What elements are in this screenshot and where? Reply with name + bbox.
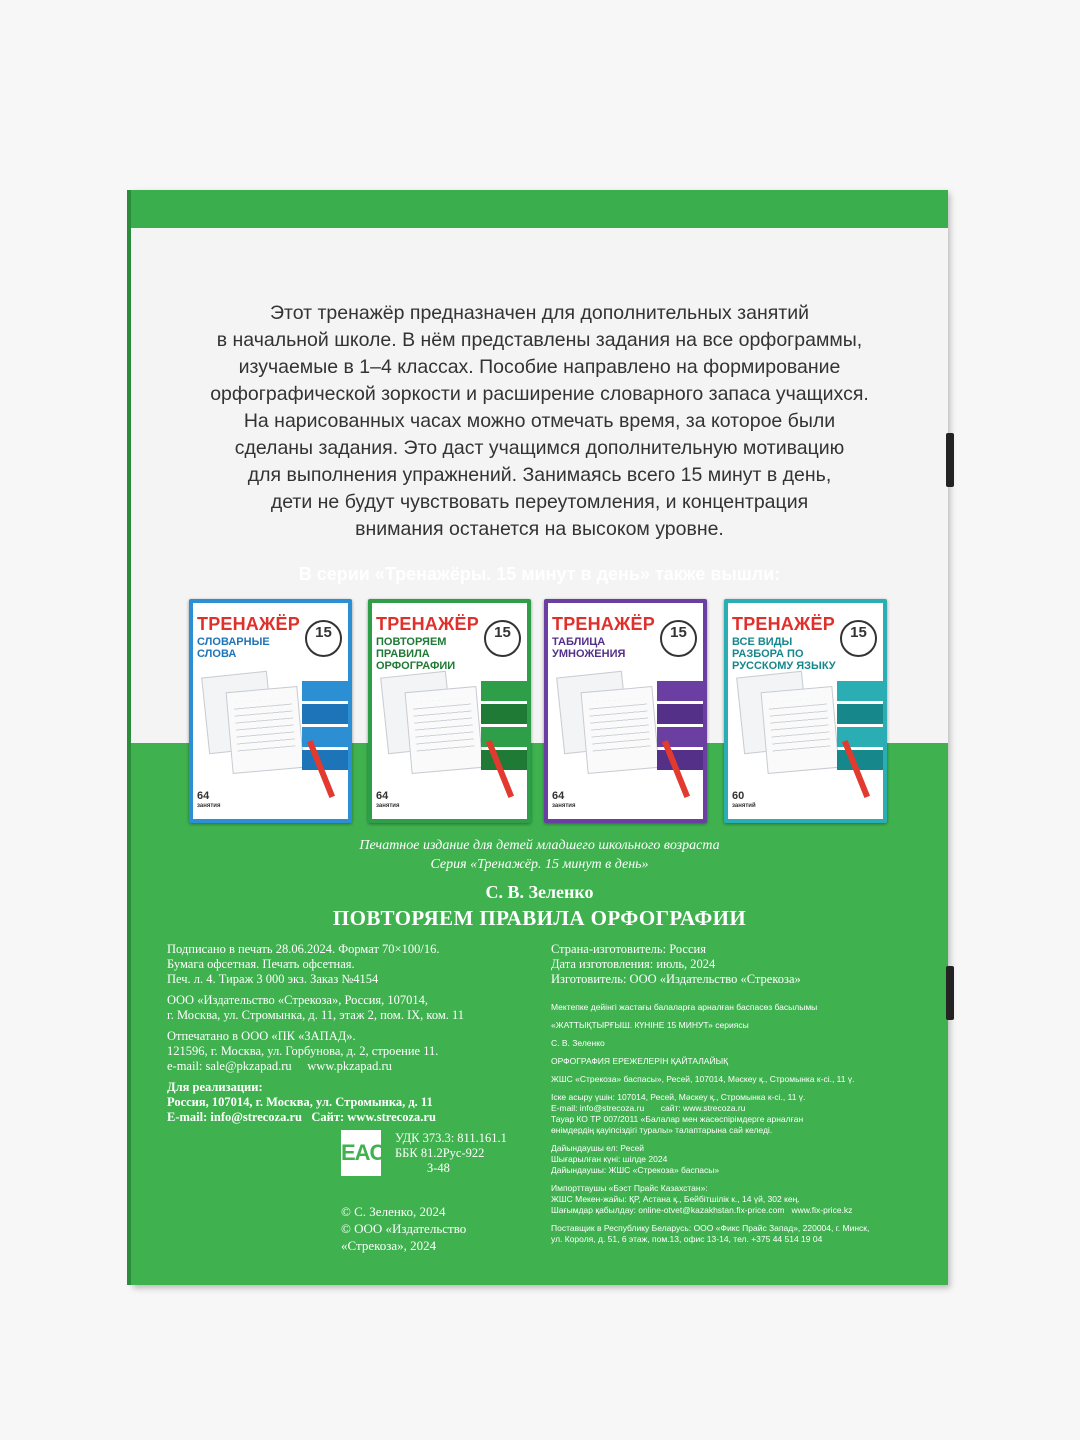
publication-note <box>131 836 948 874</box>
kz-line: E-mail: info@strecoza.ru сайт: www.strecoza.ru <box>551 1103 746 1113</box>
page-tab <box>946 433 954 487</box>
book-back-cover <box>131 190 948 1285</box>
kz-line: ЖШС «Стрекоза» баспасы», Ресей, 107014, Мәскеу қ., Стромынка к-сі., 11 ү. <box>551 1074 855 1084</box>
imprint-line: Подписано в печать 28.06.2024. Формат 70×100/16. <box>167 942 440 956</box>
description-line: орфографической зоркости и расширение словарного запаса учащихся. <box>210 383 869 405</box>
kazakh-imprint <box>551 1002 931 1245</box>
udk-code: УДК 373.3: 811.161.1 <box>395 1131 507 1145</box>
publication-line: Серия «Тренажёр. 15 минут в день» <box>430 857 649 872</box>
author-sign: З-48 <box>427 1161 450 1175</box>
description-line: дети не будут чувствовать переутомления, и концентрация <box>270 491 809 513</box>
cover-thumbnail <box>368 599 531 823</box>
cover-brand: ТРЕНАЖЁР <box>376 614 479 634</box>
lesson-count-label: занятия <box>552 803 576 809</box>
imprint-line: e-mail: sale@pkzapad.ru www.pkzapad.ru <box>167 1059 392 1073</box>
manufacturer: Изготовитель: ООО «Издательство «Стрекоза» <box>551 972 801 986</box>
clock-icon <box>484 620 521 657</box>
lesson-count-number: 60 <box>732 790 745 802</box>
series-title: В серии «Тренажёры. 15 минут в день» также вышли: <box>298 564 781 584</box>
description-line: изучаемые в 1–4 классах. Пособие направлено на формирование <box>238 356 841 378</box>
worksheet-illustration <box>226 686 305 774</box>
imprint-left-column <box>167 942 547 1125</box>
description-line: сделаны задания. Это даст учащимся дополнительную мотивацию <box>234 437 845 459</box>
imprint-line: 121596, г. Москва, ул. Горбунова, д. 2, строение 11. <box>167 1044 439 1058</box>
cover-brand: ТРЕНАЖЁР <box>552 614 655 634</box>
lesson-count-label: занятия <box>197 803 221 809</box>
bbk-code: ББК 81.2Рус-922 <box>395 1146 485 1160</box>
imprint-line: Отпечатано в ООО «ПК «ЗАПАД». <box>167 1029 356 1043</box>
imprint-line: Бумага офсетная. Печать офсетная. <box>167 957 355 971</box>
publication-line: Печатное издание для детей младшего школьного возраста <box>359 838 720 853</box>
kz-line: Шығарылған күні: шілде 2024 <box>551 1154 668 1164</box>
cover-thumbnail <box>724 599 887 823</box>
sale-heading: Для реализации: <box>167 1080 263 1094</box>
kz-line: Мектепке дейінгі жастағы балаларға арналған баспасөз басылымы <box>551 1002 818 1012</box>
description-text <box>151 300 928 543</box>
kz-line: ОРФОГРАФИЯ ЕРЕЖЕЛЕРІН ҚАЙТАЛАЙЫҚ <box>551 1056 729 1066</box>
kz-line: С. В. Зеленко <box>551 1038 605 1048</box>
kz-line: Тауар КО ТР 007/2011 «Балалар мен жасөспірімдерге арналған <box>551 1114 804 1124</box>
lesson-count-label: занятия <box>376 803 400 809</box>
description-line: Этот тренажёр предназначен для дополнительных занятий <box>270 302 809 324</box>
sale-line: E-mail: info@strecoza.ru Сайт: www.strecoza.ru <box>167 1110 436 1124</box>
clock-icon <box>840 620 877 657</box>
top-green-band <box>131 190 948 228</box>
cover-thumbnail <box>544 599 707 823</box>
clock-number: 15 <box>494 624 511 641</box>
sale-line: Россия, 107014, г. Москва, ул. Стромынка, д. 11 <box>167 1095 433 1109</box>
lesson-count-number: 64 <box>376 790 389 802</box>
imprint-right-column <box>551 942 931 987</box>
imprint-line: г. Москва, ул. Стромынка, д. 11, этаж 2, пом. IX, ком. 11 <box>167 1008 465 1022</box>
manufacture-date: Дата изготовления: июль, 2024 <box>551 957 716 971</box>
copyright-block <box>341 1203 466 1254</box>
country-of-origin: Страна-изготовитель: Россия <box>551 942 706 956</box>
kz-line: Іске асыру үшін: 107014, Ресей, Мәскеу қ., Стромынка к-сі., 11 ү. <box>551 1092 806 1102</box>
kz-line: Поставщик в Республику Беларусь: ООО «Фикс Прайс Запад», 220004, г. Минск, <box>551 1223 870 1233</box>
page-tab <box>946 966 954 1020</box>
clock-number: 15 <box>315 624 332 641</box>
lesson-count-number: 64 <box>197 790 210 802</box>
copyright-line: © ООО «Издательство <box>341 1221 467 1236</box>
lesson-count <box>552 791 576 811</box>
clock-number: 15 <box>670 624 687 641</box>
cover-subtitle: ТАБЛИЦА УМНОЖЕНИЯ <box>552 636 626 660</box>
imprint-line: ООО «Издательство «Стрекоза», Россия, 107014, <box>167 993 429 1007</box>
eac-certification-logo: EAC <box>341 1130 381 1176</box>
cover-brand: ТРЕНАЖЁР <box>732 614 835 634</box>
kz-line: ЖШС Мекен-жайы: ҚР, Астана қ., Бейбітшілік к., 14 үй, 302 кең. <box>551 1194 800 1204</box>
lesson-count-number: 64 <box>552 790 565 802</box>
cover-subtitle: ВСЕ ВИДЫ РАЗБОРА ПО РУССКОМУ ЯЗЫКУ <box>732 636 836 672</box>
series-covers <box>189 599 889 825</box>
kz-line: өнімдердің қауіпсіздігі туралы» талаптарына сай келеді. <box>551 1125 773 1135</box>
kz-line: Импорттаушы «Бэст Прайс Казахстан»: <box>551 1183 708 1193</box>
worksheet-illustration <box>581 686 660 774</box>
book-title: ПОВТОРЯЕМ ПРАВИЛА ОРФОГРАФИИ <box>332 906 747 930</box>
kz-line: Дайындаушы: ЖШС «Стрекоза» баспасы» <box>551 1165 720 1175</box>
imprint-line: Печ. л. 4. Тираж 3 000 экз. Заказ №4154 <box>167 972 379 986</box>
clock-icon <box>305 620 342 657</box>
kz-line: Шағымдар қабылдау: online-otvet@kazakhstan.fix-price.com www.fix-price.kz <box>551 1205 853 1215</box>
feature-stripes <box>302 681 348 769</box>
cover-subtitle: ПОВТОРЯЕМ ПРАВИЛА ОРФОГРАФИИ <box>376 636 456 672</box>
lesson-count-label: занятий <box>732 803 756 809</box>
lesson-count <box>732 791 756 811</box>
cover-brand: ТРЕНАЖЁР <box>197 614 300 634</box>
description-line: в начальной школе. В нём представлены задания на все орфограммы, <box>216 329 863 351</box>
cover-thumbnail <box>189 599 352 823</box>
clock-icon <box>660 620 697 657</box>
description-line: для выполнения упражнений. Занимаясь всего 15 минут в день, <box>247 464 832 486</box>
feature-stripes <box>657 681 703 769</box>
kz-line: «ЖАТТЫҚТЫРҒЫШ. КҮНІНЕ 15 МИНУТ» сериясы <box>551 1020 749 1030</box>
worksheet-illustration <box>405 686 484 774</box>
description-line: На нарисованных часах можно отмечать время, за которое были <box>243 410 836 432</box>
feature-stripes <box>837 681 883 769</box>
cover-subtitle: СЛОВАРНЫЕ СЛОВА <box>197 636 270 660</box>
copyright-line: «Стрекоза», 2024 <box>341 1238 437 1253</box>
feature-stripes <box>481 681 527 769</box>
description-line: внимания останется на высоком уровне. <box>355 518 724 540</box>
kz-line: Дайындаушы ел: Ресей <box>551 1143 645 1153</box>
lesson-count <box>376 791 400 811</box>
clock-number: 15 <box>850 624 867 641</box>
classification-codes <box>395 1131 507 1176</box>
worksheet-illustration <box>761 686 840 774</box>
kz-line: ул. Короля, д. 51, 6 этаж, пом.13, офис 13-14, тел. +375 44 514 19 04 <box>551 1234 823 1244</box>
author-name: С. В. Зеленко <box>485 882 594 902</box>
copyright-line: © С. Зеленко, 2024 <box>341 1204 446 1219</box>
lesson-count <box>197 791 221 811</box>
